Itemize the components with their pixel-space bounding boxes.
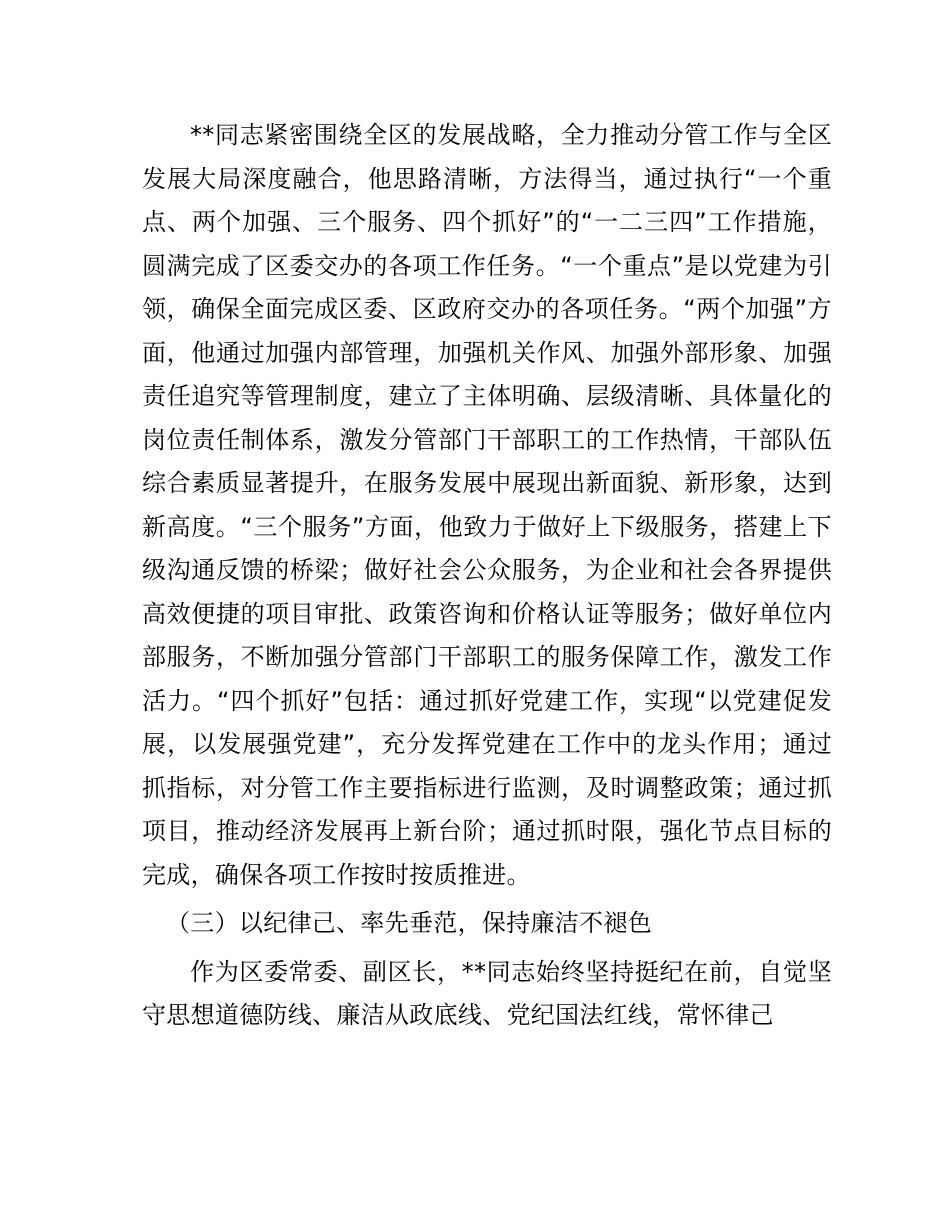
closing-paragraph: 作为区委常委、副区长，**同志始终坚持挺纪在前，自觉坚守思想道德防线、廉洁从政底线、党纪国法红线，常怀律己	[142, 957, 832, 1029]
section-heading: （三）以纪律己、率先垂范，保持廉洁不褪色	[166, 909, 652, 937]
document-body	[142, 114, 832, 1038]
body-paragraph: **同志紧密围绕全区的发展战略，全力推动分管工作与全区发展大局深度融合，他思路清晰，方法得当，通过执行“一个重点、两个加强、三个服务、四个抓好”的“一二三四”工作措施，圆满完成了区委交办的各项工作任务。“一个重点”是以党建为引领，确保全面完成区委、区政府交办的各项任务。“两个加强”方面，他通过加强内部管理，加强机关作风、加强外部形象、加强责任追究等管理制度，建立了主体明确、层级清晰、具体量化的岗位责任制体系，激发分管部门干部职工的工作热情，干部队伍综合素质显著提升，在服务发展中展现出新面貌、新形象，达到新高度。“三个服务”方面，他致力于做好上下级服务，搭建上下级沟通反馈的桥梁；做好社会公众服务，为企业和社会各界提供高效便捷的项目审批、政策咨询和价格认证等服务；做好单位内部服务，不断加强分管部门干部职工的服务保障工作，激发工作活力。“四个抓好”包括：通过抓好党建工作，实现“以党建促发展，以发展强党建”，充分发挥党建在工作中的龙头作用；通过抓指标，对分管工作主要指标进行监测，及时调整政策；通过抓项目，推动经济发展再上新台阶；通过抓时限，强化节点目标的完成，确保各项工作按时按质推进。	[142, 121, 832, 889]
